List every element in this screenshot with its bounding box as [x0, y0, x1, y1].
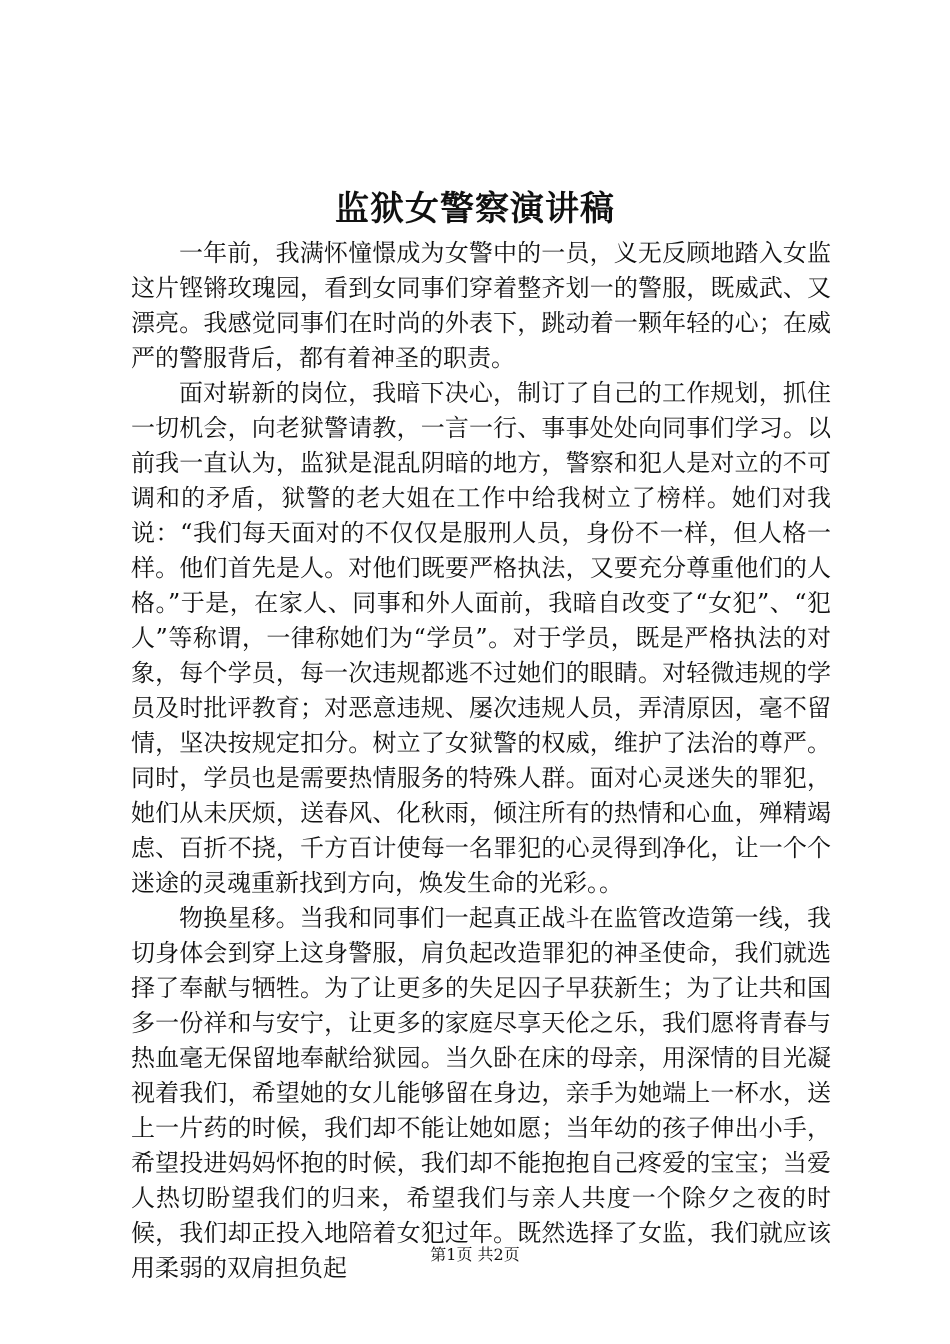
paragraph: 物换星移。当我和同事们一起真正战斗在监管改造第一线，我切身体会到穿上这身警服，肩负起改造罪犯的神圣使命，我们就选择了奉献与牺牲。为了让更多的失足囚子早获新生；为了让共和国多一份祥和与安宁，让更多的家庭尽享天伦之乐，我们愿将青春与热血毫无保留地奉献给狱园。当久卧在床的母亲，用深情的目光凝视着我们，希望她的女儿能够留在身边，亲手为她端上一杯水，送上一片药的时候，我们却不能让她如愿；当年幼的孩子伸出小手，希望投进妈妈怀抱的时候，我们却不能抱抱自己疼爱的宝宝；当爱人热切盼望我们的归来，希望我们与亲人共度一个除夕之夜的时候，我们却正投入地陪着女犯过年。既然选择了女监，我们就应该用柔弱的双肩担负起 [131, 904, 831, 1282]
document-body [131, 236, 831, 1286]
document-title: 监狱女警察演讲稿 [335, 189, 615, 229]
page-footer: 第1页 共2页 [430, 1245, 520, 1264]
paragraph: 面对崭新的岗位，我暗下决心，制订了自己的工作规划，抓住一切机会，向老狱警请教，一言一行、事事处处向同事们学习。以前我一直认为，监狱是混乱阴暗的地方，警察和犯人是对立的不可调和的矛盾，狱警的老大姐在工作中给我树立了榜样。她们对我说：“我们每天面对的不仅仅是服刑人员，身份不一样，但人格一样。他们首先是人。对他们既要严格执法，又要充分尊重他们的人格。”于是，在家人、同事和外人面前，我暗自改变了“女犯”、“犯人”等称谓，一律称她们为“学员”。对于学员，既是严格执法的对象，每个学员，每一次违规都逃不过她们的眼睛。对轻微违规的学员及时批评教育；对恶意违规、屡次违规人员，弄清原因，毫不留情，坚决按规定扣分。树立了女狱警的权威，维护了法治的尊严。同时，学员也是需要热情服务的特殊人群。面对心灵迷失的罪犯，她们从未厌烦，送春风、化秋雨，倾注所有的热情和心血，殚精竭虑、百折不挠，千方百计使每一名罪犯的心灵得到净化，让一个个迷途的灵魂重新找到方向，焕发生命的光彩。。 [131, 379, 831, 897]
paragraph: 一年前，我满怀憧憬成为女警中的一员，义无反顾地踏入女监这片铿锵玫瑰园，看到女同事们穿着整齐划一的警服，既威武、又漂亮。我感觉同事们在时尚的外表下，跳动着一颗年轻的心；在威严的警服背后，都有着神圣的职责。 [131, 239, 831, 372]
